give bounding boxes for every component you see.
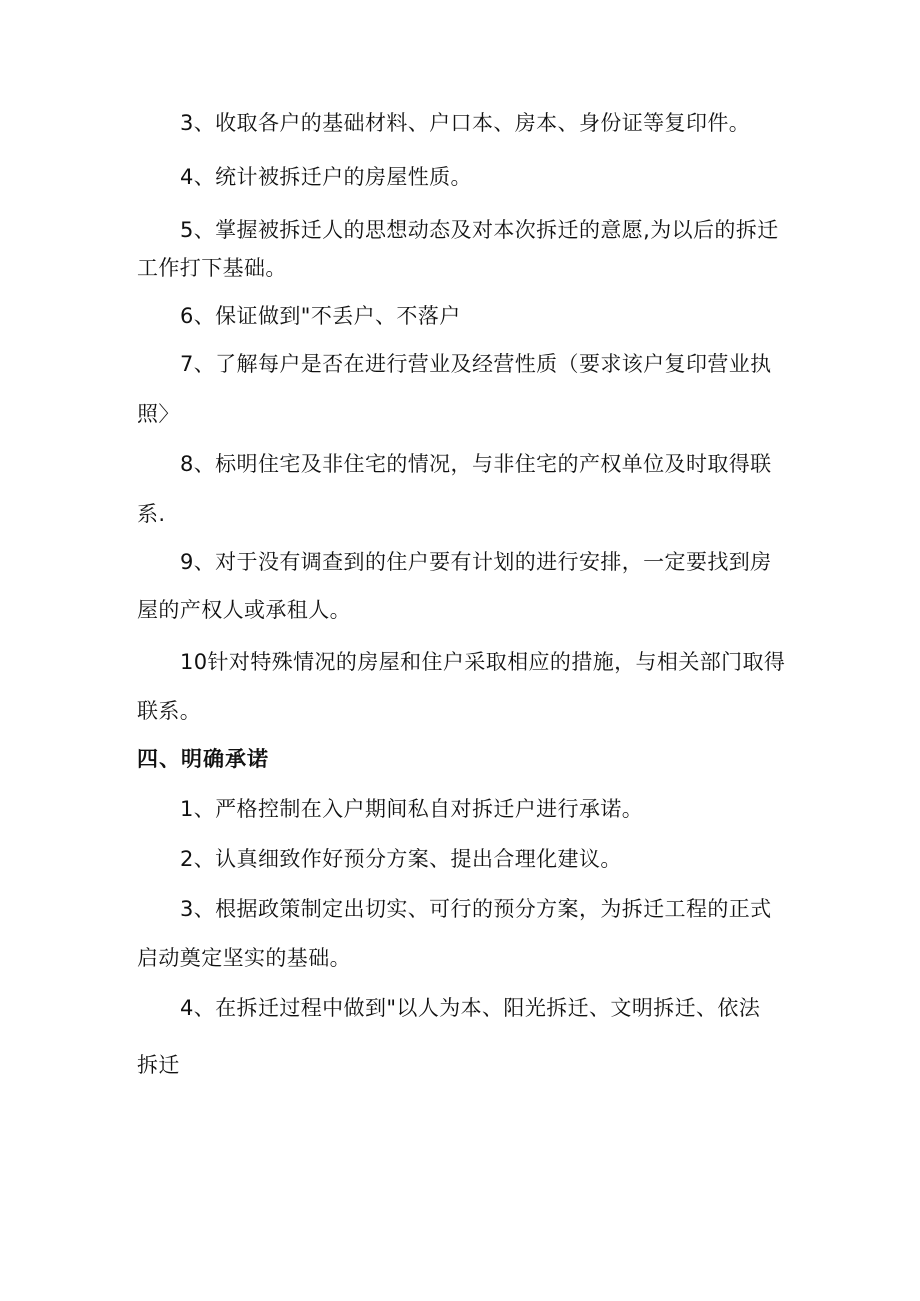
item-10-line-2: 联系。 [137, 699, 202, 723]
item-4-house-nature: 4、统计被拆迁户的房屋性质。 [180, 165, 472, 189]
item-8-line-2: 系. [137, 502, 166, 526]
commitment-item-2: 2、认真细致作好预分方案、提出合理化建议。 [180, 847, 622, 871]
commitment-item-4-line-2: 拆迁 [137, 1053, 180, 1077]
item-8-line-1: 8、标明住宅及非住宅的情况，与非住宅的产权单位及时取得联 [180, 452, 772, 476]
item-9-line-1: 9、对于没有调查到的住户要有计划的进行安排，一定要找到房 [180, 550, 772, 574]
commitment-item-3-line-2: 启动奠定坚实的基础。 [137, 946, 351, 970]
commitment-item-4-line-1: 4、在拆迁过程中做到"以人为本、阳光拆迁、文明拆迁、依法 [180, 996, 761, 1020]
item-7-line-1: 7、了解每户是否在进行营业及经营性质（要求该户复印营业执 [180, 352, 772, 376]
item-3-collect-materials: 3、收取各户的基础材料、户口本、房本、身份证等复印件。 [180, 111, 751, 135]
commitment-item-3-line-1: 3、根据政策制定出切实、可行的预分方案，为拆迁工程的正式 [180, 897, 772, 921]
section-heading-commitment: 四、明确承诺 [137, 747, 269, 771]
item-10-line-1: 10针对特殊情况的房屋和住户采取相应的措施，与相关部门取得 [180, 650, 786, 674]
item-9-line-2: 屋的产权人或承租人。 [137, 598, 351, 622]
item-7-line-2: 照〉 [137, 402, 180, 426]
commitment-item-1: 1、严格控制在入户期间私自对拆迁户进行承诺。 [180, 797, 644, 821]
item-5-line-2: 工作打下基础。 [137, 256, 287, 280]
item-6-no-missing: 6、保证做到"不丢户、不落户 [180, 304, 461, 328]
item-5-line-1: 5、掌握被拆迁人的思想动态及对本次拆迁的意愿,为以后的拆迁 [180, 218, 779, 242]
